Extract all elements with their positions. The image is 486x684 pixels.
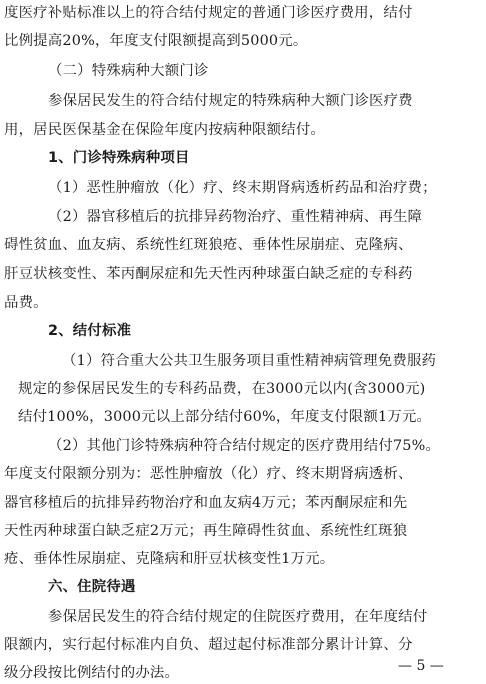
text-line: （二）特殊病种大额门诊 <box>48 63 209 79</box>
text-line: 肝豆状核变性、苯丙酮尿症和先天性丙种球蛋白缺乏症的专科药 <box>4 266 413 282</box>
text-line: 碍性贫血、血友病、系统性红斑狼疮、垂体性尿崩症、克隆病、 <box>4 237 413 253</box>
text-line: 结付100%，3000元以上部分结付60%，年度支付限额1万元。 <box>18 409 432 425</box>
text-line: 参保居民发生的符合结付规定的住院医疗费用，在年度结付 <box>48 609 428 625</box>
text-line: 器官移植后的抗排异药物治疗和血友病4万元；苯丙酮尿症和先 <box>4 495 408 511</box>
text-line: 年度支付限额分别为：恶性肿瘤放（化）疗、终末期肾病透析、 <box>4 466 413 482</box>
text-line: 限额内，实行起付标准内自负、超过起付标准部分累计计算、分 <box>4 637 413 653</box>
text-line: （2）器官移植后的抗排异药物治疗、重性精神病、再生障 <box>48 209 423 225</box>
text-line: 疮、垂体性尿崩症、克隆病和肝豆状核变性1万元。 <box>4 551 335 567</box>
text-line: （1）恶性肿瘤放（化）疗、终末期肾病透析药品和治疗费； <box>48 180 437 196</box>
text-line: （1）符合重大公共卫生服务项目重性精神病管理免费服药 <box>62 353 437 369</box>
text-line: 级分段按比例结付的办法。 <box>4 665 180 681</box>
section-heading: 六、住院待遇 <box>48 579 136 595</box>
text-line: 品费。 <box>4 295 48 311</box>
text-line: 天性丙种球蛋白缺乏症2万元；再生障碍性贫血、系统性红斑狼 <box>4 523 408 539</box>
section-heading: 1、门诊特殊病种项目 <box>48 150 190 166</box>
text-line: 参保居民发生的符合结付规定的特殊病种大额门诊医疗费 <box>48 93 413 109</box>
text-line: （2）其他门诊特殊病种符合结付规定的医疗费用结付75%。 <box>48 438 441 454</box>
text-line: 规定的参保居民发生的专科药品费，在3000元以内(含3000元) <box>18 381 426 397</box>
section-heading: 2、结付标准 <box>48 323 132 339</box>
text-line: 度医疗补贴标准以上的符合结付规定的普通门诊医疗费用，结付 <box>4 5 413 21</box>
text-line: 用，居民医保基金在保险年度内按病种限额结付。 <box>4 122 325 138</box>
text-line: 比例提高20%，年度支付限额提高到5000元。 <box>4 33 308 49</box>
page-number: — 5 — <box>398 658 444 674</box>
